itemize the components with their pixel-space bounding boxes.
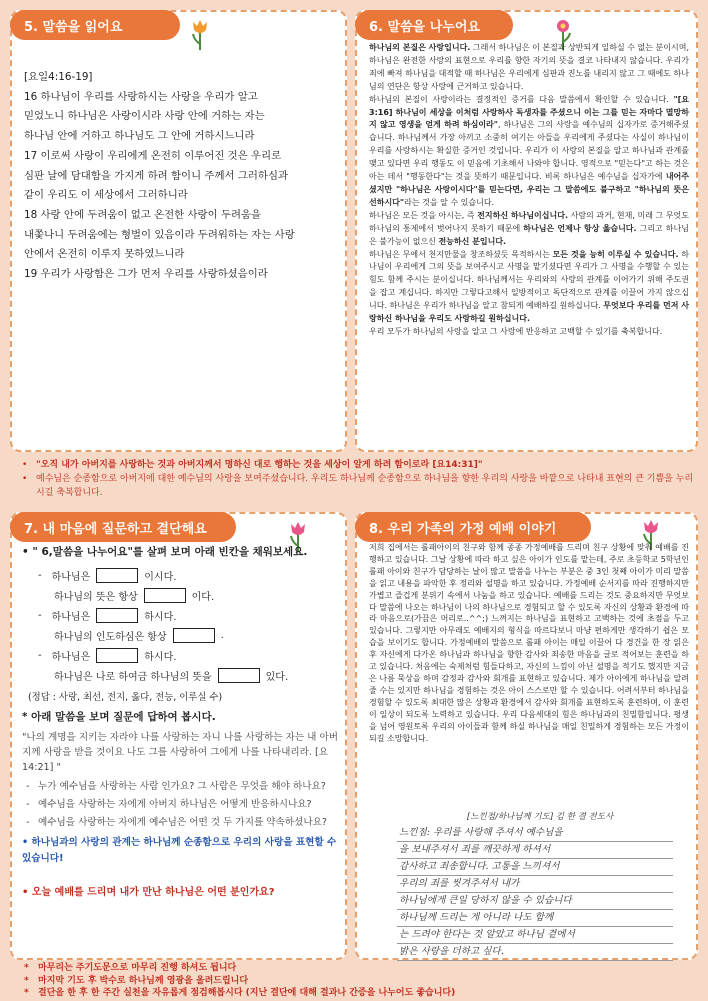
answer-blank[interactable]	[144, 588, 186, 603]
passage-line: 16 하나님이 우리를 사랑하시는 사랑을 우리가 알고	[24, 90, 258, 103]
bible-passage	[24, 68, 339, 285]
passage-line: 믿었노니 하나님은 사랑이시라 사랑 안에 거하는 자는	[24, 110, 265, 123]
question-item: - 예수님을 사랑하는 자에게 아버지 하나님은 어떻게 반응하시나요?	[22, 797, 342, 813]
verse-quote: "나의 계명을 지키는 자라야 나를 사랑하는 자니 나를 사랑하는 자는 내 아버지께 사랑을 받을 것이요 나도 그를 사랑하여 그에게 나를 나타내리라. [요14:21] "	[22, 732, 338, 773]
passage-line: 18 사랑 안에 두려움이 없고 온전한 사랑이 두려움을	[24, 208, 262, 221]
closing-note: * 마지막 기도 후 박수로 하나님께 영광을 올려드립니다	[22, 975, 702, 988]
handwritten-reflection: [느낀점/하나님께 기도] 김 한 결 전도사 느낀점: 우리를 사랑해 주셔서 예수님을 을 보내주셔서 죄를 깨끗하게 하셔서 감사하고 죄송합니다. 고통을 느끼셔서 우리의 죄를 씻겨주셔서 내가 하나님에게 큰일 당하지 않을 수 있습니다 하나님께 드리는 게 아니라 나도 함께 는 드려야 한다는 것 알았고 하나님 곁에서 밝은 사랑을 더하고 싶다.	[397, 809, 673, 959]
middle-note: • 예수님은 순종함으로 아버지에 대한 예수님의 사랑을 보여주셨습니다. 우리도 하나님께 순종함으로 하나님을 향한 우리의 사랑을 바깥으로 나타내 표현의 큰 기쁨을 누리시길 축복합니다.	[20, 472, 700, 500]
passage-line: 하나님 안에 거하고 하나님도 그 안에 거하시느니라	[24, 130, 255, 143]
section5-panel	[10, 10, 347, 452]
question-2: * 아래 말씀을 보며 질문에 답하여 봅시다.	[22, 711, 216, 723]
passage-reference: [요일4:16-19]	[24, 71, 93, 83]
passage-line: 같이 우리도 이 세상에서 그러하니라	[24, 189, 188, 202]
section7-title: 7. 내 마음에 질문하고 결단해요	[10, 512, 236, 542]
reflection-question: • 오늘 예배를 드리며 내가 만난 하나님은 어떤 분인가요?	[22, 887, 275, 898]
bottom-notes	[22, 962, 702, 1000]
passage-line: 안에서 온전히 이루지 못하였느니라	[24, 248, 185, 261]
answer-blank[interactable]	[96, 568, 138, 583]
answer-blank[interactable]	[96, 608, 138, 623]
section5-title: 5. 말씀을 읽어요	[10, 10, 180, 40]
closing-note: * 마무리는 주기도문으로 마무리 진행 하셔도 됩니다	[22, 962, 702, 975]
sermon-text: 하나님의 본질은 사랑입니다. 그래서 하나님은 이 본질과 상반되게 일하실 수 없는 분이시며, 하나님은 완전한 사랑의 표현으로 우리를 향한 자기의 뜻을 결코 나타내지 않습니다. 우리가 죄에 빠져 하나님을 대적할 때 하나님은 우리에게 심판과 진노를 내리지 않고 그 때에도 하나님의 연단은 항상 사랑에 근거하고 있습니다. 하나님의 본질이 사랑이라는 결정적인 증거를 다음 말씀에서 확인할 수 있습니다. "[요3:16] 하나님이 세상을 이처럼 사랑하사 독생자를 주셨으니 이는 그를 믿는 자마다 멸망하지 않고 영생을 얻게 하려 하심이라", 하나님은 그의 사랑을 예수님의 십자가로 증거해주셨습니다. 하나님께서 가장 아끼고 소중히 여기는 아들을 우리에게 주셨다는 사실이 하나님이 우리를 사랑하시는 확실한 증거인 것입니다. 우리가 이 사랑의 본질을 알고 하나님과 관계를 맺고 있다면 우리 행동도 이 믿음에 기초해서 나와야 합니다. 영적으로 "믿는다"고 하는 것은 아는 데서 "행동한다"는 것을 뜻하기 때문입니다. 비록 하나님은 예수님을 십자가에 내어주셨지만 "하나님은 사랑이시다"를 믿는다면, 우리는 그 말씀에도 불구하고 "하나님의 뜻은 선하시다"라는 것을 알 수 있습니다. 하나님은 모든 것을 아시는, 즉 전지하신 하나님이십니다. 사람의 과거, 현재, 미래 그 무엇도 하나님의 통제에서 벗어나지 못하기 때문에 하나님은 언제나 항상 옳습니다. 그리고 하나님은 불가능이 없으신 전능하신 분입니다. 하나님은 무에서 천지만물을 창조하셨듯 목적하시는 모든 것을 능히 이루실 수 있습니다. 하나님이 우리에게 그의 뜻을 보여주시고 사명을 맡기셨다면 우리가 그 사명을 수행할 수 있는 힘도 함께 주시는 분이십니다. 하나님께서는 우리와의 사랑의 관계를 이어가기 위해 주도권을 잡고 계십니다. 하지만 그렇다고해서 일방적이고 독단적으로 관계를 이끌어 가지 않으십니다. 하나님은 우리가 하나님을 알고 참되게 예배하길 원하십니다. 무엇보다 우리를 먼저 사랑하신 하나님을 우리도 사랑하길 원하십니다. 우리 모두가 하나님의 사랑을 알고 그 사랑에 반응하고 고백할 수 있기를 축복합니다.	[369, 43, 689, 336]
passage-line: 심판 날에 담대함을 가지게 하려 함이니 주께서 그러하심과	[24, 169, 289, 182]
tulip-icon	[190, 18, 210, 52]
family-story: 저희 집에서는 롤패아이의 친구와 함께 종종 가정예배를 드리며 친구 상황에 맞춰 예배를 진행하고 있습니다. 그날 상황에 따라 하고 싶은 아이가 인도를 맡는데, 주로 초등학교 5학년인 롤패 아이와 친구가 담당하는 날이 많고 말씀을 나누는 부분은 중 3인 첫째 아이가 미리 말씀을 읽고 내용을 파악한 후 정리와 설명을 하고 있습니다. 가정예배 순서지를 따라 진행하지만 가볍고 즐겁게 분위기 속에서 나눔을 하고 있습니다. 예배를 드리는 것도 중요하지만 무엇보다 말씀에 나오는 하나님이 나의 하나님으로 경험되고 할 수 있도록 자신의 상황과 환경에 따라 마음으로(가끔은 머리로..^^;) 느껴지는 하나님을 표현하고 고백하는 것에 초점을 두고 있습니다. 그렇지만 아무래도 예배지의 형식을 따르다보니 마냥 편하게만 생각하기 쉽은 모습을 보이기도 합니다. 가정예배의 말씀으로 롤패 아이는 매일 이끌어 다 경건을 한 장 읽은 후 자신에게 다가온 하나님과 하나님을 향한 감사와 죄송한 마음을 글로 적어보는 훈련을 하고 있습니다. 처음에는 숙제처럼 힘들다하고, 자신의 느낌이 아닌 설명을 적기도 했지만 지금은 나름 묵상을 하며 감정과 감사와 회개를 표현하고 있습니다. 제가 아이에게 하나님을 알려줄 수는 있지만 하나님을 경험하는 것은 아이 스스로만 할 수 있습니다. 어려서부터 하나님을 경험할 수 있도록 최대한 많은 상황과 환경에서 감사와 회개를 표현하도록 훈련하며, 이 훈련이 일상이 되도록 노력하고 있습니다. 우리 다음세대의 힘은 하나님과의 친밀함입니다. 평생을 넘어 영원토록 우리의 아이들과 함께 하실 하나님을 매일 친밀하게 경험하는 모든 가정이 되길 소망합니다.	[369, 543, 689, 743]
section7-panel: 7. 내 마음에 질문하고 결단해요 • " 6,말씀을 나누어요"를 살펴 보며 아래 빈칸을 채워보세요. - 하나님은 이시다. 하나님의 뜻은 항상 이다. - 하나님은 하시다. 하나님의 인도하심은 항상 . - 하나님은 하시다. 하나님은 나로 하여금 하나님의 뜻을 있다. (정답 : 사랑, 최선, 전지, 옳다, 전능, 이루실 수) * 아래 말씀을 보며 질문에 답하여 봅시다. "나의 계명을 지키는 자라야 나를 사랑하는 자니 나를 사랑하는 자는 내 아버지께 사랑을 받을 것이요 나도 그를 사랑하여 그에게 나를 나타내리라. [요14:21] " - 누가 예수님을 사랑하는 사람 인가요? 그 사람은 무엇을 해야 하나요? - 예수님을 사랑하는 자에게 아버지 하나님은 어떻게 반응하시나요? - 예수님을 사랑하는 자에게 예수님은 어떤 것 두 가지를 약속하셨나요? • 하나님과의 사랑의 관계는 하나님께 순종함으로 우리의 사랑을 표현할 수 있습니다! • 오늘 예배를 드리며 내가 만난 하나님은 어떤 분인가요?	[10, 512, 347, 960]
question-item: - 예수님을 사랑하는 자에게 예수님은 어떤 것 두 가지를 약속하셨나요?	[22, 815, 342, 831]
section6-panel	[355, 10, 698, 452]
answer-hint: (정답 : 사랑, 최선, 전지, 옳다, 전능, 이루실 수)	[28, 692, 223, 703]
passage-line: 내쫓나니 두려움에는 형벌이 있음이라 두려워하는 자는 사랑	[24, 228, 295, 241]
key-verse: "오직 내가 아버지를 사랑하는 것과 아버지께서 명하신 대로 행하는 것을 세상이 알게 하려 함이로라 [요14:31]"	[36, 460, 483, 470]
answer-blank[interactable]	[173, 628, 215, 643]
highlight-note: • 하나님과의 사랑의 관계는 하나님께 순종함으로 우리의 사랑을 표현할 수 있습니다!	[22, 837, 337, 864]
section8-title: 8. 우리 가족의 가정 예배 이야기	[355, 512, 591, 542]
middle-notes	[20, 458, 700, 500]
section6-title: 6. 말씀을 나누어요	[355, 10, 513, 40]
answer-blank[interactable]	[218, 668, 260, 683]
closing-note: * 결단을 한 후 한 주간 실천을 자유롭게 점검해봅시다 (지난 결단에 대해 결과나 간증을 나누어도 좋습니다)	[22, 987, 702, 1000]
section8-panel	[355, 512, 698, 960]
question-1: • " 6,말씀을 나누어요"를 살펴 보며 아래 빈칸을 채워보세요.	[22, 546, 308, 558]
passage-line: 19 우리가 사랑함은 그가 먼저 우리를 사랑하셨음이라	[24, 268, 268, 281]
question-item: - 누가 예수님을 사랑하는 사람 인가요? 그 사람은 무엇을 해야 하나요?	[22, 779, 342, 795]
passage-line: 17 이로써 사랑이 우리에게 온전히 이루어진 것은 우리로	[24, 149, 282, 162]
answer-blank[interactable]	[96, 648, 138, 663]
